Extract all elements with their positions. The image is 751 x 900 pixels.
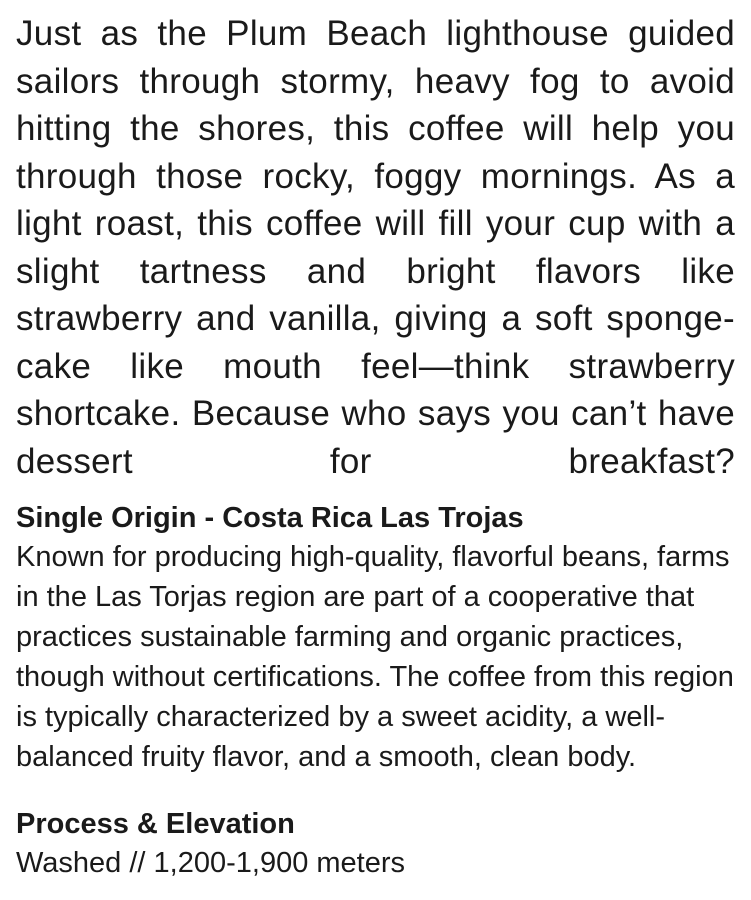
process-heading: Process & Elevation — [16, 808, 295, 840]
process-section — [16, 805, 735, 883]
origin-section — [16, 499, 735, 777]
process-description: Washed // 1,200-1,900 meters — [16, 847, 406, 879]
origin-description: Known for producing high-quality, flavorful beans, farms in the Las Torjas region are part of a cooperative that practices sustainable farming and organic practices, though without certifications. The coffee from this region is typically characterized by a sweet acidity, a well-balanced fruity flavor, and a smooth, clean body. — [16, 541, 734, 773]
intro-paragraph: Just as the Plum Beach lighthouse guided sailors through stormy, heavy fog to avoid hitting the shores, this coffee will help you through those rocky, foggy mornings. As a light roast, this coffee will fill your cup with a slight tartness and bright flavors like strawberry and vanilla, giving a soft sponge-cake like mouth feel—think strawberry shortcake. Because who says you can’t have dessert for breakfast? — [16, 14, 735, 481]
origin-heading: Single Origin - Costa Rica Las Trojas — [16, 502, 524, 534]
